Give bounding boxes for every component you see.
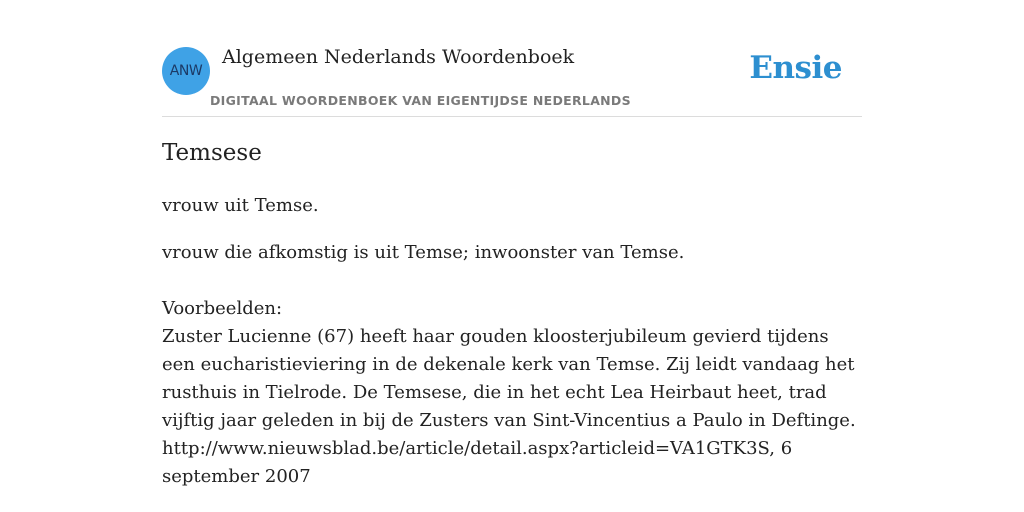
site-subtitle: DIGITAAL WOORDENBOEK VAN EIGENTIJDSE NEDERLANDS: [210, 93, 631, 108]
anw-logo[interactable]: ANW: [162, 47, 210, 95]
example-text: Zuster Lucienne (67) heeft haar gouden kloosterjubileum gevierd tijdens een eucharistieviering in de dekenale kerk van Temse. Zij leidt vandaag het rusthuis in Tielrode. De Temsese, die in het echt Lea Heirbaut heet, trad vijftig jaar geleden in bij de Zusters van Sint-Vincentius a Paulo in Deftinge. http://www.nieuwsblad.be/article/detail.aspx?articleid=VA1GTK3S, 6 september 2007: [162, 326, 856, 487]
short-definition: vrouw uit Temse.: [162, 195, 319, 216]
examples-label: Voorbeelden:: [162, 298, 283, 319]
page: [162, 0, 862, 487]
site-title[interactable]: Algemeen Nederlands Woordenboek: [222, 46, 575, 68]
definition: vrouw die afkomstig is uit Temse; inwoonster van Temse.: [162, 242, 685, 263]
headword: Temsese: [162, 140, 262, 166]
ensie-brand-link[interactable]: Ensie: [749, 50, 842, 86]
header: [162, 0, 862, 117]
